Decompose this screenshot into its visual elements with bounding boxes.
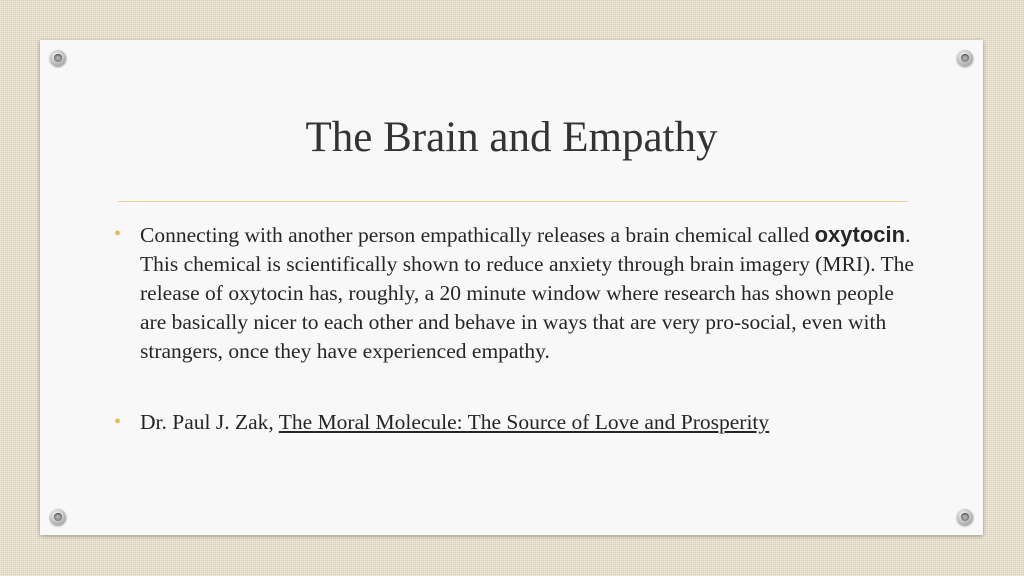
title-divider xyxy=(118,201,908,202)
book-title-link[interactable]: The Moral Molecule: The Source of Love and Prosperity xyxy=(278,410,770,434)
screw-icon xyxy=(957,509,973,525)
bullet-text-intro: Connecting with another person empathically releases a brain chemical called xyxy=(140,223,815,247)
screw-icon xyxy=(50,50,66,66)
oxytocin-term: oxytocin xyxy=(814,222,906,247)
slide-title: The Brain and Empathy xyxy=(305,114,718,161)
slide-card xyxy=(40,40,983,535)
screw-icon xyxy=(957,50,973,66)
screw-icon xyxy=(50,509,66,525)
bullet-item-citation xyxy=(114,408,920,437)
bullet-icon: • xyxy=(114,223,122,245)
bullet-list xyxy=(114,220,920,437)
bullet-text-body: . This chemical is scientifically shown to reduce anxiety through brain imagery (MRI). The release of oxytocin has, roughly, a 20 minute window where research has shown people are basically nicer to each other and behave in ways that are very pro-social, even with strangers, once they have experienced empathy. xyxy=(140,223,914,363)
citation-author: Dr. Paul J. Zak, xyxy=(140,410,279,434)
bullet-item-oxytocin xyxy=(114,220,920,366)
bullet-icon: • xyxy=(114,411,122,433)
